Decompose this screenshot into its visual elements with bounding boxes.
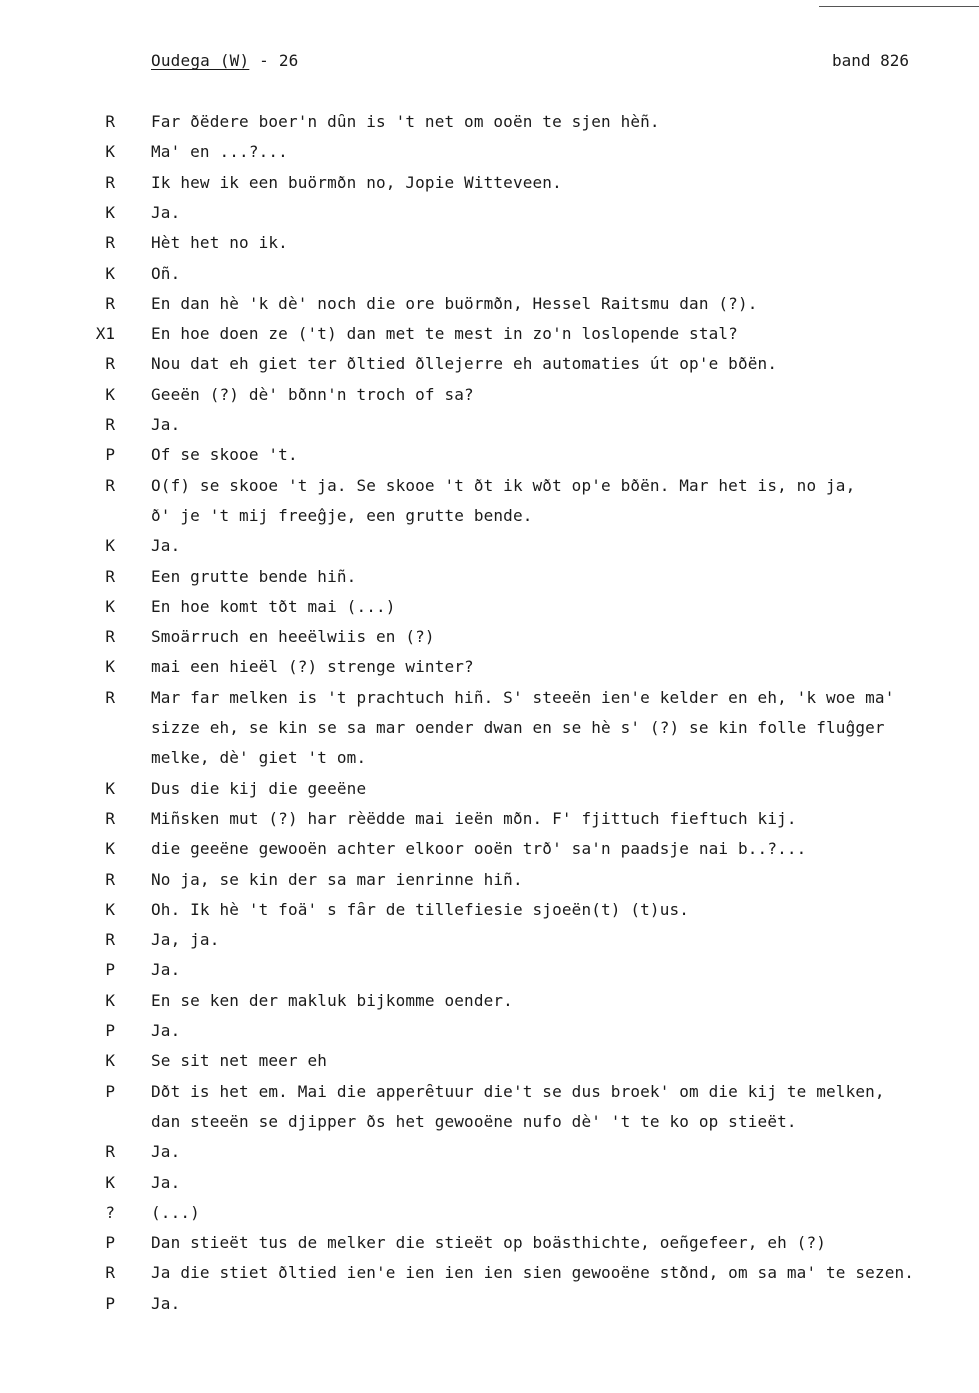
speaker-label: R <box>105 1263 115 1283</box>
transcript-line <box>0 627 979 657</box>
transcript-line <box>0 930 979 960</box>
utterance-text: Ja, ja. <box>151 930 220 950</box>
speaker-label: R <box>105 112 115 131</box>
speaker-label: R <box>105 293 115 313</box>
transcript-line <box>0 445 979 475</box>
speaker-label: K <box>105 1051 115 1071</box>
speaker-label: K <box>105 596 115 616</box>
transcript-line <box>0 506 979 536</box>
utterance-text: sizze eh, se kin se sa mar oender dwan en se hè s' (?) se kin folle fluĝger <box>151 718 885 737</box>
transcript-line <box>0 415 979 445</box>
speaker-label: K <box>105 384 115 404</box>
transcript-line <box>0 779 979 809</box>
utterance-text: En hoe komt tðt mai (...) <box>151 596 396 616</box>
utterance-text: mai een hieël (?) strenge winter? <box>151 657 474 677</box>
speaker-label: K <box>105 1172 115 1192</box>
utterance-text: die geeëne gewooën achter elkoor ooën trð' sa'n paadsje nai b..?... <box>151 839 807 859</box>
speaker-label: K <box>105 536 115 556</box>
speaker-label: R <box>105 475 115 495</box>
speaker-label: R <box>105 566 115 586</box>
utterance-text: Ja. <box>151 1293 181 1313</box>
transcript-line <box>0 1051 979 1081</box>
utterance-text: Ja. <box>151 960 181 980</box>
speaker-label: R <box>105 687 115 707</box>
utterance-text: En dan hè 'k dè' noch die ore buörmðn, Hessel Raitsmu dan (?). <box>151 293 758 313</box>
utterance-text: Of se skooe 't. <box>151 445 298 465</box>
utterance-text: Dus die kij die geeëne <box>151 778 367 798</box>
transcript-line <box>0 294 979 324</box>
transcript-line <box>0 324 979 354</box>
speaker-label: K <box>105 899 115 919</box>
speaker-label: K <box>105 778 115 798</box>
utterance-text: Nou dat eh giet ter ðltied ðllejerre eh automaties út op'e bðën. <box>151 354 778 374</box>
utterance-text: Ja. <box>151 536 181 556</box>
utterance-text: Oñ. <box>151 263 181 283</box>
utterance-text: Ja. <box>151 202 181 222</box>
transcript-line <box>0 233 979 263</box>
transcript-line <box>0 1112 979 1142</box>
transcript-line <box>0 476 979 506</box>
utterance-text: Ja. <box>151 1172 181 1192</box>
transcript-line <box>0 809 979 839</box>
speaker-label: R <box>105 354 115 374</box>
utterance-text: Dðt is het em. Mai die apperȇtuur die't se dus broek' om die kij te melken, <box>151 1081 885 1101</box>
transcript-line <box>0 264 979 294</box>
speaker-label: K <box>105 990 115 1010</box>
speaker-label: P <box>105 445 115 465</box>
utterance-text: En hoe doen ze ('t) dan met te mest in zo'n loslopende stal? <box>151 324 738 344</box>
transcript-line <box>0 870 979 900</box>
utterance-text: Smoärruch en heeëlwiis en (?) <box>151 627 435 647</box>
document-title: Oudega (W) <box>151 51 250 70</box>
utterance-text: Dan stieët tus de melker die stieët op boästhichte, oeñgefeer, eh (?) <box>151 1233 827 1253</box>
transcript-line <box>0 1142 979 1172</box>
utterance-text: O(f) se skooe 't ja. Se skooe 't ðt ik wðt op'e bðën. Mar het is, no ja, <box>151 475 856 495</box>
transcript-line <box>0 1203 979 1233</box>
utterance-text: (...) <box>151 1202 200 1222</box>
speaker-label: R <box>105 808 115 828</box>
page-header-title <box>151 51 299 70</box>
transcript-line <box>0 1294 979 1324</box>
utterance-text: Ja. <box>151 1142 181 1162</box>
speaker-label: R <box>105 869 115 889</box>
transcript-line <box>0 1021 979 1051</box>
page-number: 26 <box>278 51 299 70</box>
utterance-text: Ik hew ik een buörmðn no, Jopie Witteveen. <box>151 172 562 192</box>
header-separator: - <box>249 51 279 70</box>
transcript-line <box>0 597 979 627</box>
transcript-line <box>0 567 979 597</box>
speaker-label: K <box>105 839 115 859</box>
transcript-line <box>0 688 979 718</box>
utterance-text: ð' je 't mij freeĝje, een grutte bende. <box>151 505 533 525</box>
speaker-label: K <box>105 142 115 162</box>
utterance-text: Se sit net meer eh <box>151 1051 328 1071</box>
transcript-line <box>0 991 979 1021</box>
speaker-label: K <box>105 202 115 222</box>
speaker-label: P <box>105 1293 115 1313</box>
speaker-label: R <box>105 233 115 253</box>
speaker-label: X1 <box>95 324 115 344</box>
utterance-text: Mar far melken is 't prachtuch hiñ. S' steeën ien'e kelder en eh, 'k woe ma' <box>151 687 895 707</box>
utterance-text: Ja. <box>151 1021 181 1040</box>
speaker-label: R <box>105 930 115 950</box>
utterance-text: Ma' en ...?... <box>151 142 288 162</box>
transcript-line <box>0 142 979 172</box>
transcript-line <box>0 657 979 687</box>
transcript-line <box>0 1082 979 1112</box>
speaker-label: ? <box>105 1202 115 1222</box>
speaker-label: R <box>105 1142 115 1162</box>
utterance-text: No ja, se kin der sa mar ienrinne hiñ. <box>151 869 523 889</box>
transcript-line <box>0 173 979 203</box>
speaker-label: P <box>105 1233 115 1253</box>
transcript-line <box>0 1233 979 1263</box>
transcript-line <box>0 1263 979 1293</box>
transcript-line <box>0 385 979 415</box>
speaker-label: P <box>105 960 115 980</box>
transcript-line <box>0 960 979 990</box>
utterance-text: melke, dè' giet 't om. <box>151 748 367 768</box>
transcript-line <box>0 1173 979 1203</box>
utterance-text: Far ðëdere boer'n dȗn is 't net om ooën te sjen hèñ. <box>151 112 660 131</box>
transcript-line <box>0 900 979 930</box>
speaker-label: R <box>105 627 115 647</box>
band-label: band 826 <box>831 51 909 70</box>
utterance-text: Oh. Ik hè 't foä' s fȃr de tillefiesie sjoeën(t) (t)us. <box>151 899 690 919</box>
speaker-label: R <box>105 415 115 434</box>
transcript-line <box>0 203 979 233</box>
transcript-line <box>0 748 979 778</box>
utterance-text: Ja. <box>151 415 181 434</box>
transcript-line <box>0 354 979 384</box>
transcript-line <box>0 718 979 748</box>
speaker-label: P <box>105 1081 115 1101</box>
utterance-text: Hèt het no ik. <box>151 233 288 253</box>
utterance-text: Geeën (?) dè' bðnn'n troch of sa? <box>151 384 474 404</box>
utterance-text: Ja die stiet ðltied ien'e ien ien ien sien gewooëne stðnd, om sa ma' te sezen. <box>151 1263 915 1283</box>
speaker-label: K <box>105 263 115 283</box>
utterance-text: Een grutte bende hiñ. <box>151 566 357 586</box>
top-edge-rule <box>819 6 979 7</box>
utterance-text: Miñsken mut (?) har rèëdde mai ieën mðn. F' fjittuch fieftuch kij. <box>151 808 797 828</box>
utterance-text: dan steeën se djipper ðs het gewooëne nufo dè' 't te ko op stieët. <box>151 1111 797 1131</box>
transcript-line <box>0 839 979 869</box>
speaker-label: R <box>105 172 115 192</box>
speaker-label: K <box>105 657 115 677</box>
utterance-text: En se ken der makluk bijkomme oender. <box>151 990 513 1010</box>
transcript-line <box>0 536 979 566</box>
transcript-line <box>0 112 979 142</box>
speaker-label: P <box>105 1021 115 1040</box>
